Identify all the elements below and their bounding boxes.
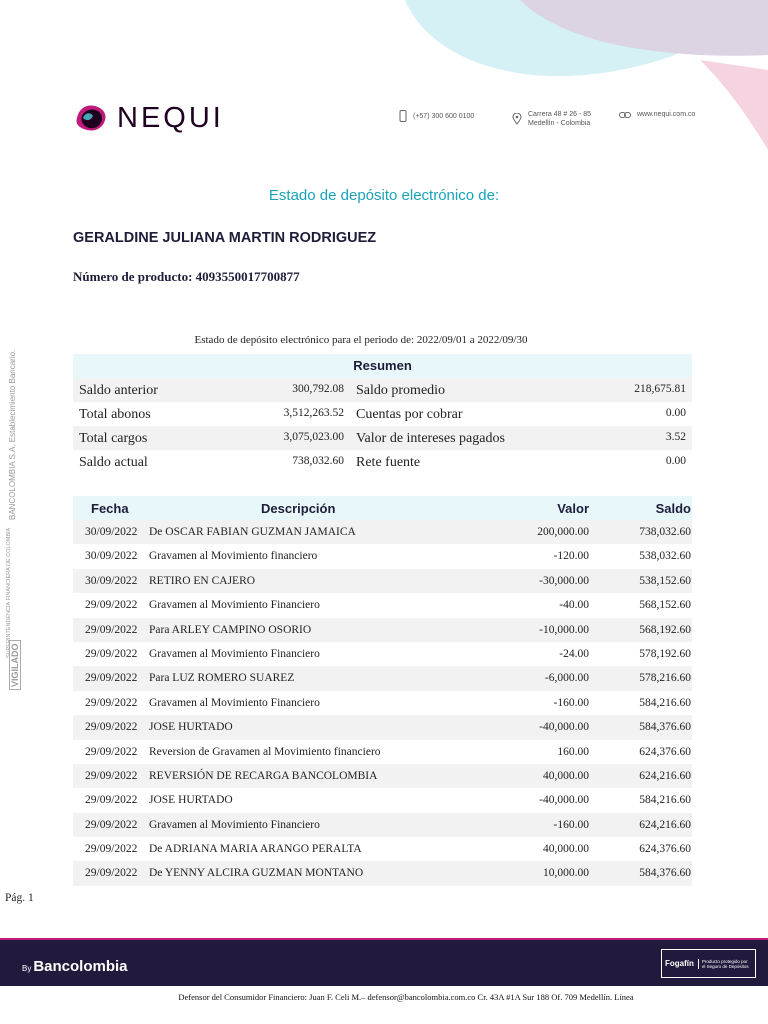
summary-heading: Resumen	[73, 354, 692, 378]
contact-website: www.nequi.com.co	[619, 110, 695, 119]
cell-date: 29/09/2022	[85, 696, 138, 709]
summary-row: Saldo actual 738,032.60 Rete fuente 0.00	[79, 455, 686, 470]
cell-value: -30,000.00	[539, 574, 589, 587]
cell-description: Gravamen al Movimiento financiero	[149, 550, 318, 563]
cell-description: RETIRO EN CAJERO	[149, 574, 256, 587]
page-number: Pág. 1	[5, 892, 34, 904]
contact-phone: (+57) 300 600 0100	[399, 110, 474, 122]
cell-value: 40,000.00	[543, 843, 589, 856]
cell-balance: 578,192.60	[639, 647, 691, 660]
cell-balance: 584,216.60	[639, 696, 691, 709]
cell-date: 29/09/2022	[85, 769, 138, 782]
cell-balance: 584,376.60	[639, 721, 691, 734]
cell-balance: 624,216.60	[639, 769, 691, 782]
consumer-ombudsman: Defensor del Consumidor Financiero: Juan F. Celi M.– defensor@bancolombia.com.co Cr. 43A #1A Sur 188 Of. 709 Medellín. Línea	[178, 992, 634, 1002]
header-balance: Saldo	[655, 501, 691, 516]
header-decoration	[0, 0, 768, 180]
product-number: Número de producto: 4093550017700877	[73, 269, 300, 284]
cell-balance: 624,216.60	[639, 818, 691, 831]
account-holder: GERALDINE JULIANA MARTIN RODRIGUEZ	[73, 230, 377, 246]
header-date: Fecha	[91, 501, 129, 516]
cell-description: De ADRIANA MARIA ARANGO PERALTA	[149, 843, 362, 856]
cell-value: -40.00	[559, 599, 589, 612]
transactions-header	[73, 496, 692, 520]
cell-date: 29/09/2022	[85, 867, 138, 880]
cell-balance: 578,216.60	[639, 672, 691, 685]
cell-value: 10,000.00	[543, 867, 589, 880]
bancolombia-logo: By Bancolombia	[22, 958, 128, 975]
cell-description: Para ARLEY CAMPINO OSORIO	[149, 623, 312, 636]
cell-date: 29/09/2022	[85, 818, 138, 831]
phone-icon	[399, 110, 407, 122]
table-row	[73, 764, 692, 788]
cell-date: 29/09/2022	[85, 794, 138, 807]
cell-description: REVERSIÓN DE RECARGA BANCOLOMBIA	[149, 769, 378, 782]
vigilado-badge: VIGILADO	[9, 640, 21, 690]
cell-date: 29/09/2022	[85, 599, 138, 612]
table-row	[73, 544, 692, 568]
cell-value: -24.00	[559, 647, 589, 660]
document-title: Estado de depósito electrónico de:	[268, 187, 500, 204]
cell-description: Gravamen al Movimiento Financiero	[149, 599, 320, 612]
table-row	[73, 740, 692, 764]
cell-description: De OSCAR FABIAN GUZMAN JAMAICA	[149, 526, 356, 538]
cell-value: -6,000.00	[544, 672, 589, 685]
brand-name: NEQUI	[117, 101, 224, 134]
fogafin-badge: Fogafín Producto protegido por el Seguro de Depósitos	[661, 949, 756, 978]
summary-row: Saldo anterior 300,792.08 Saldo promedio 218,675.81	[73, 378, 692, 402]
table-row	[73, 861, 692, 885]
header-value: Valor	[557, 501, 589, 516]
table-row	[73, 593, 692, 617]
table-row	[73, 642, 692, 666]
nequi-logo	[73, 100, 224, 136]
table-row	[73, 837, 692, 861]
link-icon	[619, 111, 631, 119]
footer-bar	[0, 938, 768, 986]
cell-value: 160.00	[557, 745, 589, 758]
table-row	[73, 788, 692, 812]
table-row	[73, 666, 692, 690]
cell-balance: 584,216.60	[639, 794, 691, 807]
summary-row: Total cargos 3,075,023.00 Valor de intereses pagados 3.52	[73, 426, 692, 450]
header-description: Descripción	[261, 501, 336, 516]
cell-balance: 538,152.60	[639, 574, 691, 587]
cell-balance: 538,032.60	[639, 550, 691, 563]
table-row	[73, 813, 692, 837]
transactions-table	[73, 496, 692, 886]
cell-value: -40,000.00	[539, 721, 589, 734]
cell-balance: 568,192.60	[639, 623, 691, 636]
cell-balance: 568,152.60	[639, 599, 691, 612]
table-row	[73, 569, 692, 593]
cell-description: JOSE HURTADO	[149, 794, 233, 807]
cell-date: 29/09/2022	[85, 623, 138, 636]
cell-value: -40,000.00	[539, 794, 589, 807]
cell-date: 29/09/2022	[85, 721, 138, 734]
table-row	[73, 520, 692, 544]
cell-description: JOSE HURTADO	[149, 721, 233, 734]
cell-date: 29/09/2022	[85, 843, 138, 856]
cell-date: 30/09/2022	[85, 574, 138, 587]
cell-description: Para LUZ ROMERO SUAREZ	[149, 672, 295, 685]
cell-description: De YENNY ALCIRA GUZMAN MONTANO	[149, 867, 364, 880]
supervisor-text: SUPERINTENDENCIA FINANCIERA DE COLOMBIA	[6, 527, 12, 658]
cell-description: Gravamen al Movimiento Financiero	[149, 647, 320, 660]
cell-balance: 738,032.60	[639, 526, 691, 538]
table-row	[73, 618, 692, 642]
transactions-body	[73, 520, 692, 886]
table-row	[73, 691, 692, 715]
cell-description: Gravamen al Movimiento Financiero	[149, 818, 320, 831]
nequi-logo-icon	[73, 100, 109, 136]
cell-value: -160.00	[553, 696, 589, 709]
cell-date: 30/09/2022	[85, 526, 138, 538]
contact-address: Carrera 48 # 26 - 85 Medellín - Colombia	[512, 110, 591, 128]
cell-value: -10,000.00	[539, 623, 589, 636]
cell-balance: 624,376.60	[639, 745, 691, 758]
cell-value: 200,000.00	[537, 526, 589, 538]
table-row	[73, 715, 692, 739]
cell-date: 30/09/2022	[85, 550, 138, 563]
cell-date: 29/09/2022	[85, 647, 138, 660]
cell-balance: 624,376.60	[639, 843, 691, 856]
summary-row: Total abonos 3,512,263.52 Cuentas por cobrar 0.00	[79, 407, 686, 422]
cell-value: 40,000.00	[543, 769, 589, 782]
statement-period: Estado de depósito electrónico para el periodo de: 2022/09/01 a 2022/09/30	[194, 334, 528, 346]
cell-date: 29/09/2022	[85, 672, 138, 685]
cell-date: 29/09/2022	[85, 745, 138, 758]
cell-description: Gravamen al Movimiento Financiero	[149, 696, 320, 709]
cell-value: -120.00	[553, 550, 589, 563]
cell-value: -160.00	[553, 818, 589, 831]
cell-description: Reversion de Gravamen al Movimiento financiero	[149, 745, 381, 758]
location-pin-icon	[512, 113, 522, 125]
regulatory-sidebar	[2, 349, 26, 690]
cell-balance: 584,376.60	[639, 867, 691, 880]
summary-table	[73, 354, 692, 474]
entity-text: BANCOLOMBIA S.A. Establecimiento Bancario.	[8, 349, 17, 520]
